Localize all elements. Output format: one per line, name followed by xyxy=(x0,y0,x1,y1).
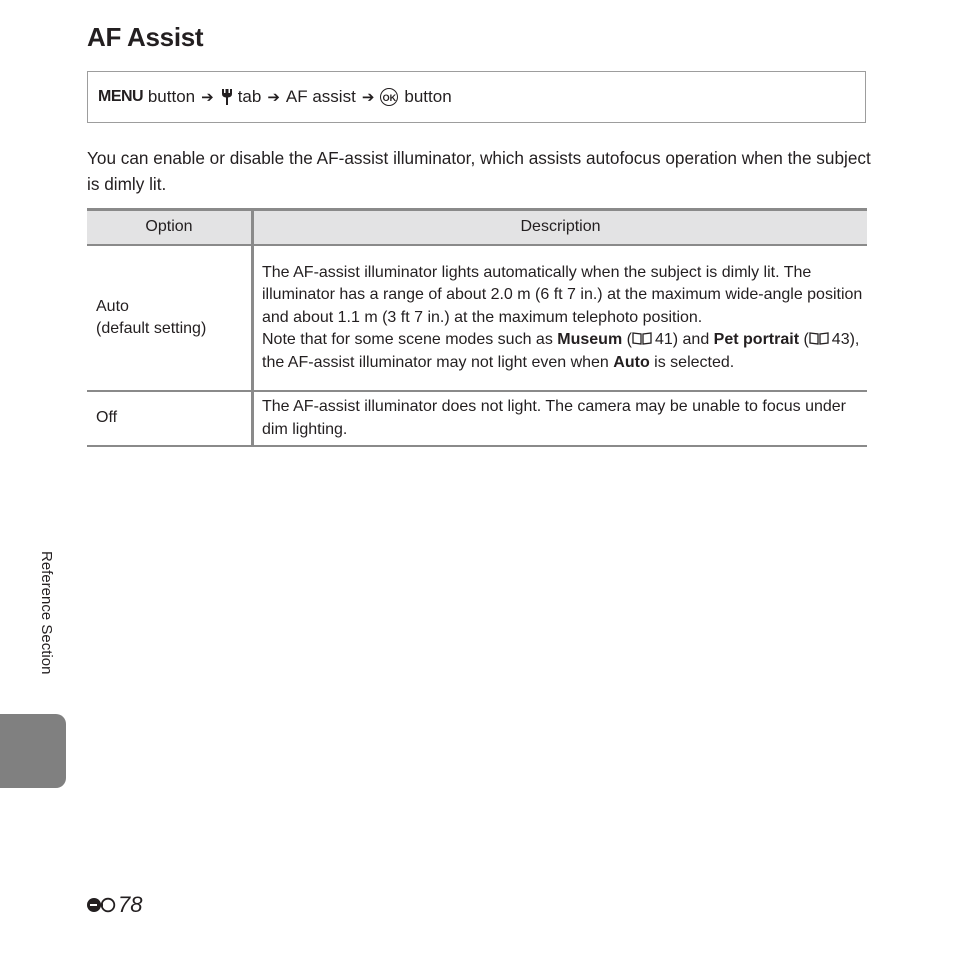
description-text: The AF-assist illuminator does not light. The camera may be unable to focus under dim lighting. xyxy=(262,398,847,438)
arrow-right-icon: ➔ xyxy=(201,89,214,106)
museum-mode-name: Museum xyxy=(557,331,623,349)
table-row xyxy=(87,245,867,391)
description-cell-off xyxy=(253,391,868,446)
arrow-right-icon: ➔ xyxy=(361,89,375,106)
intro-paragraph: You can enable or disable the AF-assist illuminator, which assists autofocus operation when the subject is dimly lit. xyxy=(87,148,871,194)
pet-portrait-mode-name: Pet portrait xyxy=(713,331,800,349)
arrow-right-icon: ➔ xyxy=(267,89,280,106)
reference-section-icon xyxy=(86,896,116,914)
menu-key-label: MENU xyxy=(98,88,144,105)
header-option: Option xyxy=(87,210,253,246)
book-reference-icon xyxy=(632,332,652,345)
description-text: The AF-assist illuminator lights automatically when the subject is dimly lit. The illuminator has a range of about 2.0 m (6 ft 7 in.) at the maximum wide-angle position and about 1.1 m (3 ft 7 in.) at the maximum telephoto position. xyxy=(262,263,863,326)
menu-path-button-word-2: button xyxy=(404,87,452,106)
option-cell-auto xyxy=(87,245,253,391)
header-description: Description xyxy=(253,210,868,246)
wrench-tab-icon xyxy=(220,88,234,106)
page-number-value: 78 xyxy=(118,892,143,917)
option-default-note: (default setting) xyxy=(96,320,207,337)
page-title: AF Assist xyxy=(87,22,204,52)
option-name: Off xyxy=(96,409,118,427)
menu-path-box xyxy=(87,71,866,123)
description-cell-auto xyxy=(253,245,868,391)
auto-option-name: Auto xyxy=(613,353,650,371)
page-number xyxy=(86,892,142,918)
menu-path-tab-word: tab xyxy=(237,87,262,106)
menu-path-setting: AF assist xyxy=(285,87,356,106)
option-name: Auto xyxy=(96,297,129,315)
section-tab-marker xyxy=(0,714,66,788)
ok-button-icon: OK xyxy=(380,88,398,106)
book-reference-icon xyxy=(809,332,829,345)
option-cell-off xyxy=(87,391,253,446)
table-header-row xyxy=(87,210,867,246)
section-side-label: Reference Section xyxy=(38,551,55,675)
scene-mode-note: Note that for some scene modes such as Museum ( 41) and Pet portrait ( 43), the AF-assist illuminator may not light even when Auto is selected. xyxy=(262,331,860,371)
options-table xyxy=(87,208,867,447)
menu-path-button-word: button xyxy=(147,87,196,106)
table-row xyxy=(87,391,867,446)
